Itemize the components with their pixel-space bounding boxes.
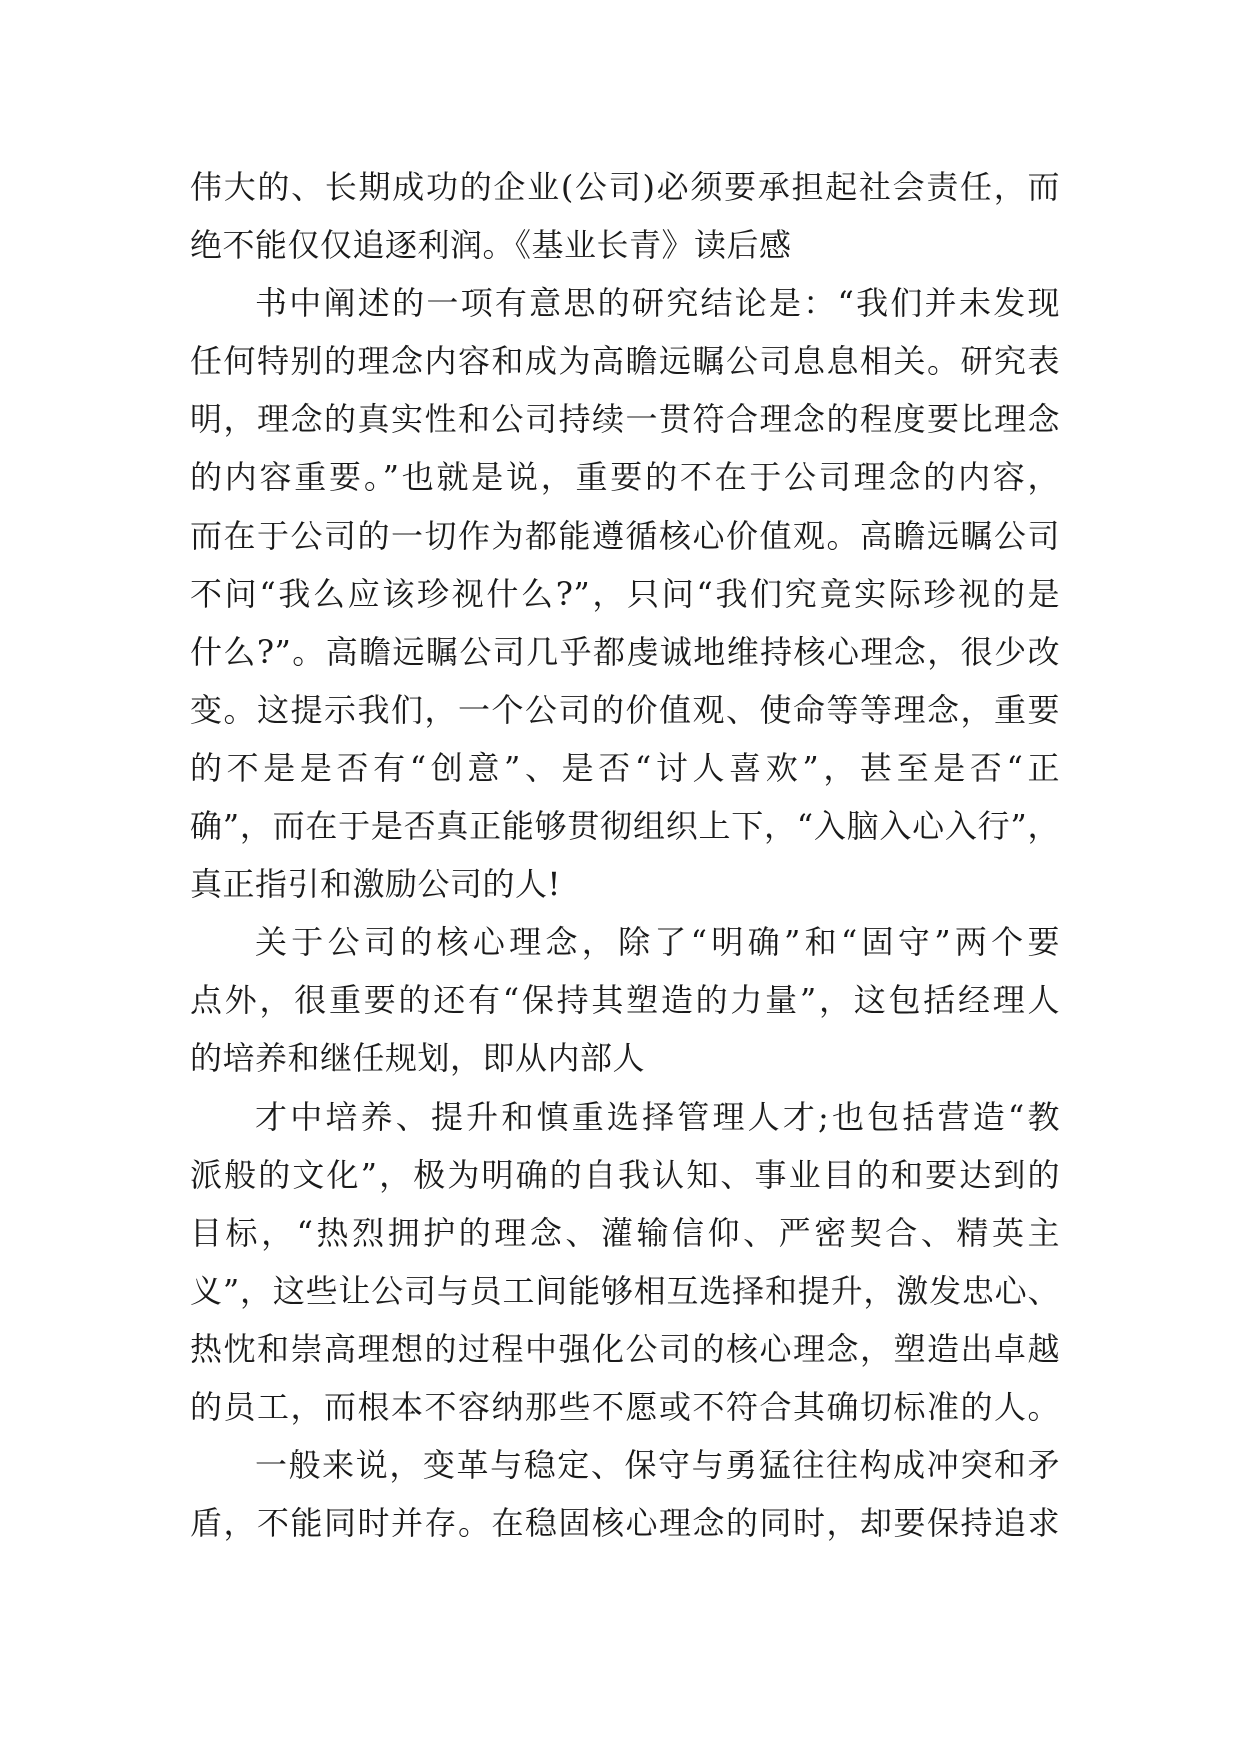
text-line: 目标，“热烈拥护的理念、灌输信仰、严密契合、精英主: [190, 1213, 1060, 1252]
text-line: 伟大的、长期成功的企业(公司)必须要承担起社会责任，而: [190, 168, 1060, 206]
text-line: 派般的文化”，极为明确的自我认知、事业目的和要达到的: [190, 1155, 1060, 1194]
text-line: 的员工，而根本不容纳那些不愿或不符合其确切标准的人。: [190, 1387, 1060, 1426]
text-line: 的培养和继任规划，即从内部人: [190, 1039, 646, 1078]
text-line: 确”，而在于是否真正能够贯彻组织上下，“入脑入心入行”，: [190, 807, 1060, 846]
paragraph-first-line: 一般来说，变革与稳定、保守与勇猛往往构成冲突和矛: [255, 1446, 1060, 1485]
text-line: 任何特别的理念内容和成为高瞻远瞩公司息息相关。研究表: [190, 342, 1060, 381]
text-line: 而在于公司的一切作为都能遵循核心价值观。高瞻远瞩公司: [190, 516, 1060, 555]
text-line: 点外，很重要的还有“保持其塑造的力量”，这包括经理人: [190, 981, 1060, 1020]
paragraph-first-line: 才中培养、提升和慎重选择管理人才;也包括营造“教: [255, 1097, 1060, 1136]
text-line: 的内容重要。”也就是说，重要的不在于公司理念的内容，: [190, 458, 1060, 497]
text-line: 绝不能仅仅追逐利润。《基业长青》读后感: [190, 226, 792, 265]
text-line: 盾，不能同时并存。在稳固核心理念的同时，却要保持追求: [190, 1504, 1060, 1543]
paragraph-first-line: 书中阐述的一项有意思的研究结论是：“我们并未发现: [255, 284, 1060, 323]
text-line: 真正指引和激励公司的人!: [190, 865, 561, 904]
paragraph-first-line: 关于公司的核心理念，除了“明确”和“固守”两个要: [255, 923, 1060, 962]
body-text: [190, 158, 1060, 1552]
text-line: 不问“我么应该珍视什么?”，只问“我们究竟实际珍视的是: [190, 574, 1060, 613]
text-line: 热忱和崇高理想的过程中强化公司的核心理念，塑造出卓越: [190, 1329, 1060, 1368]
text-line: 什么?”。高瞻远瞩公司几乎都虔诚地维持核心理念，很少改: [190, 632, 1060, 671]
text-line: 变。这提示我们，一个公司的价值观、使命等等理念，重要: [190, 690, 1060, 729]
text-line: 明，理念的真实性和公司持续一贯符合理念的程度要比理念: [190, 400, 1060, 439]
text-line: 义”，这些让公司与员工间能够相互选择和提升，激发忠心、: [190, 1271, 1060, 1310]
text-line: 的不是是否有“创意”、是否“讨人喜欢”，甚至是否“正: [190, 748, 1060, 787]
